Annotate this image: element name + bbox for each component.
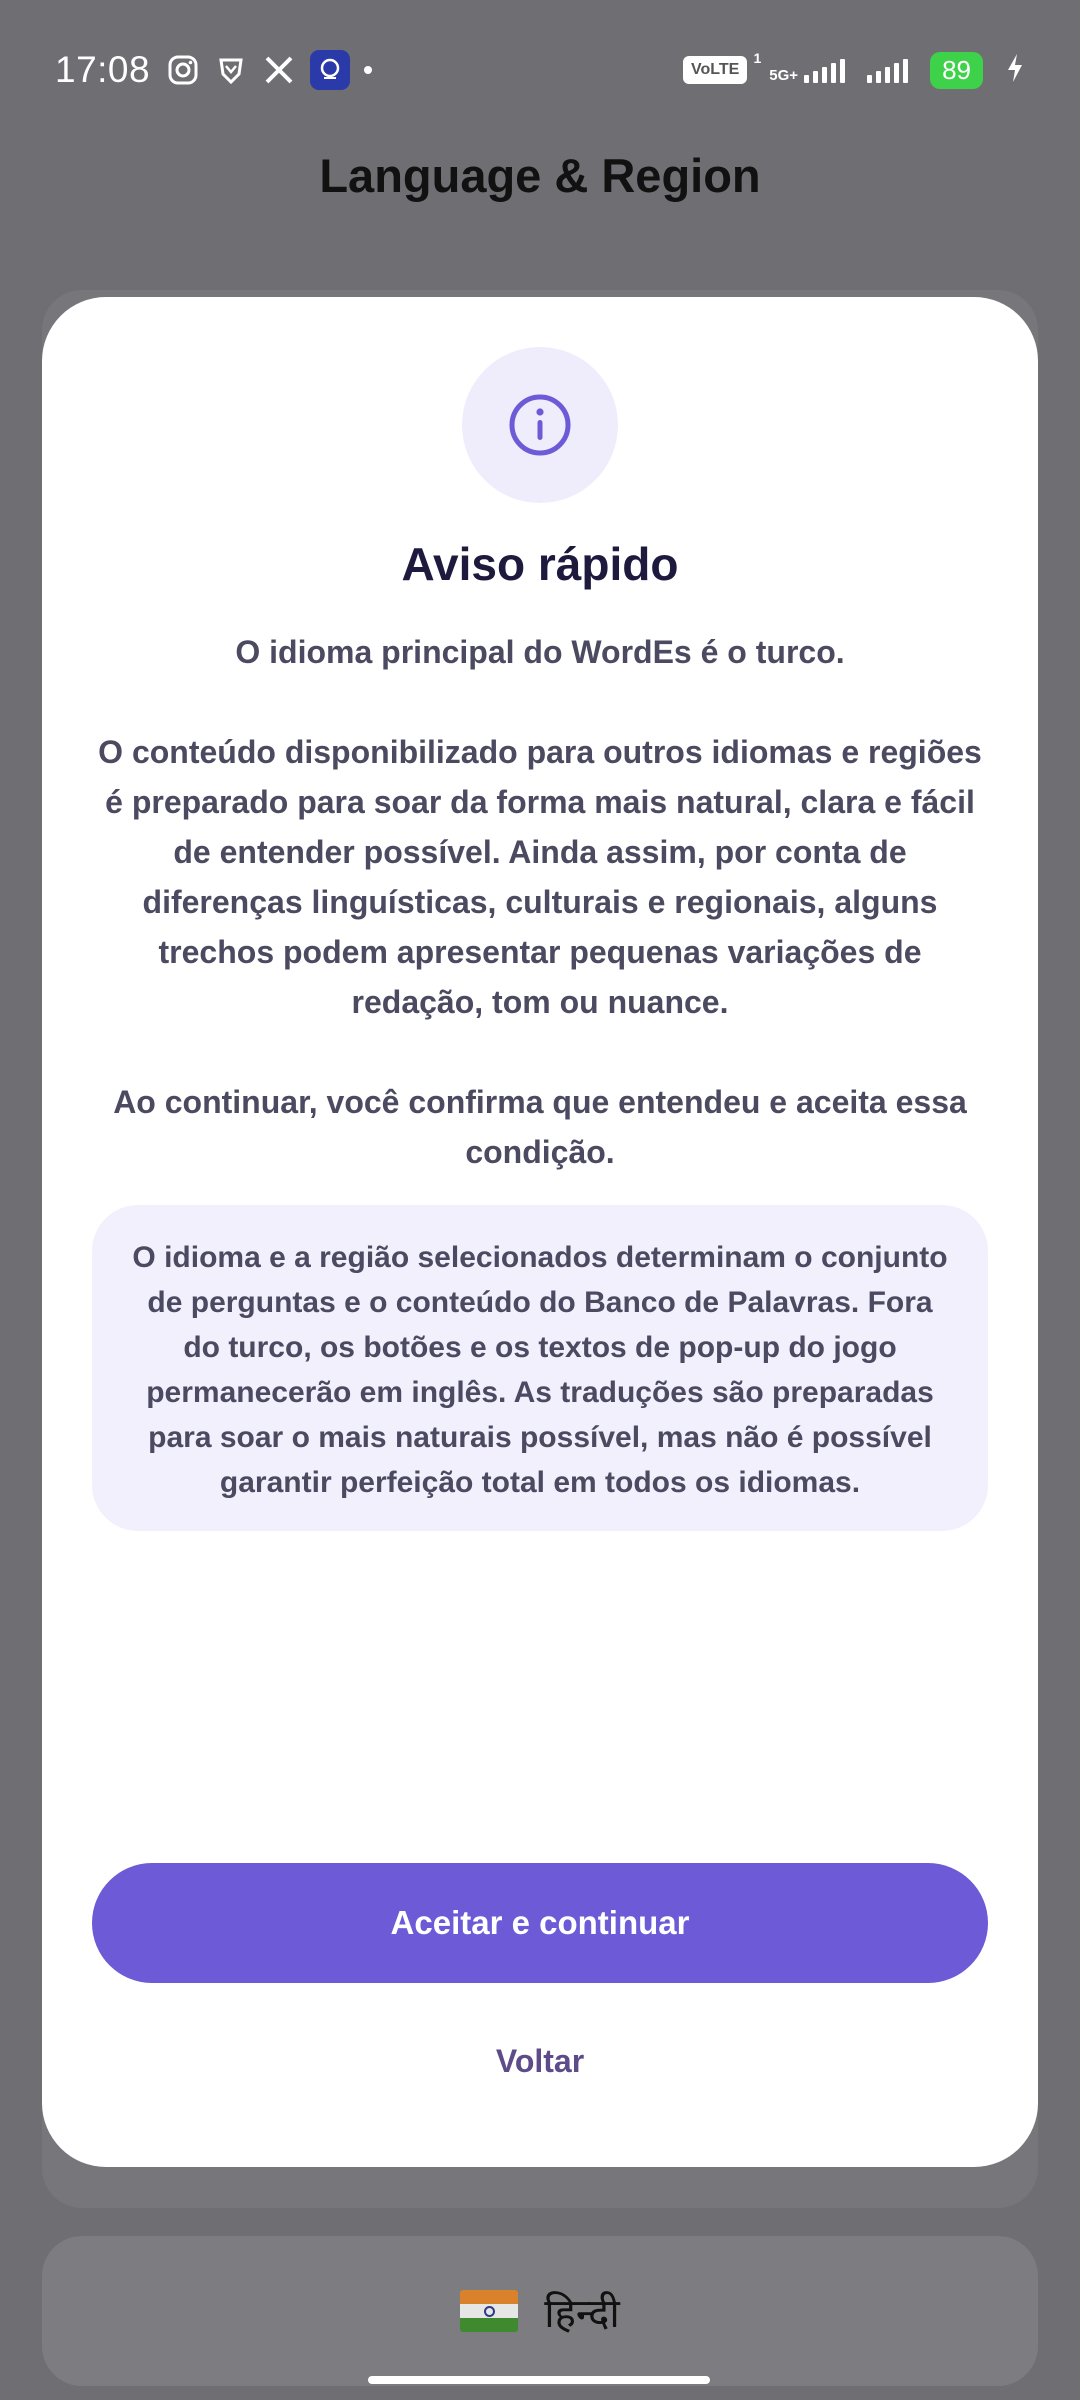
network-type: 5G+ <box>769 67 799 84</box>
info-note-box: O idioma e a região selecionados determinam o conjunto de perguntas e o conteúdo do Banco de Palavras. Fora do turco, os botões e os textos de pop-up do jogo permanecerão em inglês. As traduções são preparadas para soar o mais naturais possível, mas não é possível garantir perfeição total em todos os idiomas. <box>92 1205 988 1531</box>
signal-bars-icon <box>804 57 845 83</box>
more-notifications-dot <box>364 66 372 74</box>
status-time: 17:08 <box>55 49 151 90</box>
app-icon <box>310 50 350 90</box>
home-indicator[interactable] <box>368 2376 710 2384</box>
dialog-paragraph-main-language: O idioma principal do WordEs é o turco. <box>235 634 845 670</box>
system-icons <box>683 52 1025 89</box>
dialog-title: Aviso rápido <box>401 538 679 590</box>
volte-badge: VoLTE 1 <box>683 56 747 84</box>
signal-bars-icon <box>867 57 908 83</box>
dialog-paragraph-confirmation: Ao continuar, você confirma que entendeu e aceita essa condição. <box>113 1084 967 1170</box>
instagram-icon <box>166 53 200 87</box>
notice-dialog <box>42 297 1038 2167</box>
back-button[interactable]: Voltar <box>495 2043 585 2079</box>
charging-icon <box>1005 52 1025 89</box>
accept-continue-button[interactable]: Aceitar e continuar <box>92 1863 988 1983</box>
status-bar <box>0 0 1080 140</box>
india-flag-icon <box>460 2290 518 2332</box>
info-icon <box>462 347 618 503</box>
notification-icons <box>166 50 372 90</box>
language-label: हिन्दी <box>544 2290 620 2337</box>
battery-level: 89 <box>930 52 983 89</box>
dialog-paragraph-content-notice: O conteúdo disponibilizado para outros idiomas e regiões é preparado para soar da forma mais natural, clara e fácil de entender possível. Ainda assim, por conta de diferenças linguísticas, culturais e regionais, alguns trechos podem apresentar pequenas variações de redação, tom ou nuance. <box>98 734 982 1020</box>
x-icon <box>262 53 296 87</box>
page-title: Language & Region <box>319 149 761 202</box>
signal-5g <box>769 57 845 83</box>
brave-icon <box>214 53 248 87</box>
language-item-hindi[interactable] <box>42 2236 1038 2386</box>
